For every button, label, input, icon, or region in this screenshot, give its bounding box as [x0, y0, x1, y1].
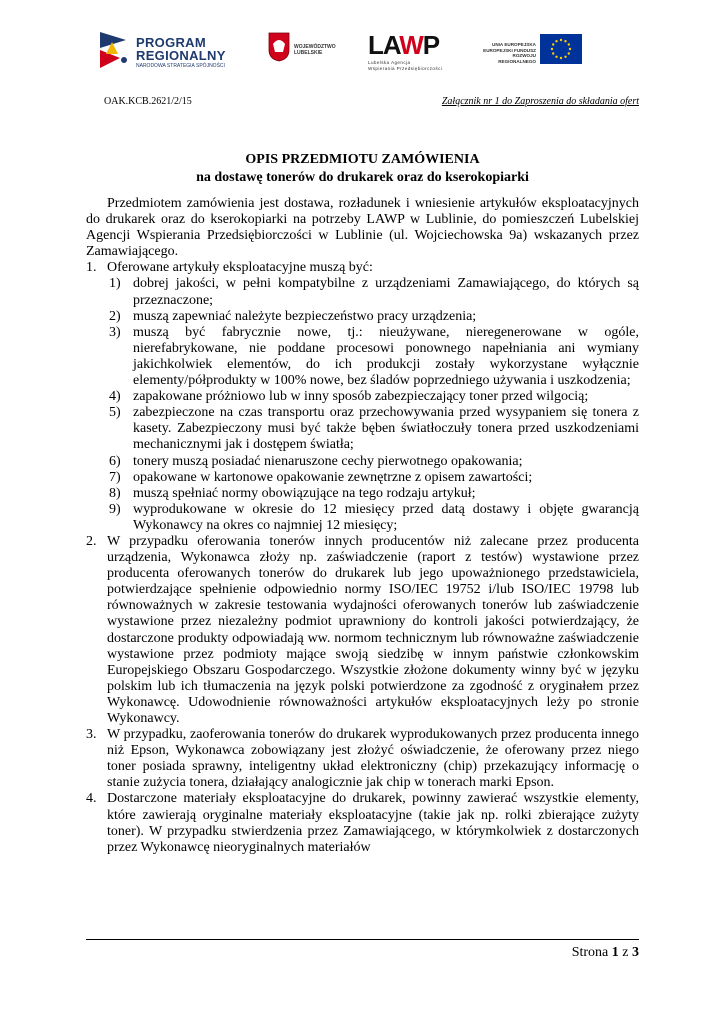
sub-list-item-text: tonery muszą posiadać nienaruszone cechy pierwotnego opakowania; [133, 453, 523, 469]
sub-list [86, 276, 639, 534]
sub-list-item-number: 9) [109, 501, 121, 517]
program-regionalny-logo [96, 28, 246, 78]
list-item-text: W przypadku oferowania tonerów innych producentów niż zalecane przez producenta urządzenia, Wykonawca złoży np. zaświadczenie (raport z testów) wystawione przez producenta oferowanych tonerów do drukarek lub jego upoważnionego przedstawiciela, potwierdzające spełnienie odpowiednio normy ISO/IEC 19752 i/lub ISO/IEC 19798 lub równoważnych w zakresie testowania wydajności oferowanych tonerów lub zaświadczenie wystawione przez niezależny podmiot uprawniony do kontroli jakości potwierdzający, że dostarczone produkty odpowiadają ww. normom technicznym lub równoważne zaświadczenie wystawione przez podmioty mające swoją siedzibę w innym państwie członkowskim Europejskiego Obszaru Gospodarczego. Wszystkie złożone dokumenty winny być w języku polskim lub ich tłumaczenia na język polski potwierdzone za zgodność z oryginałem przez Wykonawcę. Udowodnienie równoważności artykułów eksploatacyjnych leży po stronie Wykonawcy. [107, 533, 639, 726]
woj-line2: LUBELSKIE [294, 50, 323, 56]
sub-list-item-number: 1) [109, 276, 121, 292]
sub-list-item [86, 486, 639, 502]
title-line1: OPIS PRZEDMIOTU ZAMÓWIENIA [245, 152, 480, 167]
reference-number: OAK.KCB.2621/2/15 [104, 96, 192, 107]
list-item [86, 791, 639, 855]
list-item-text: W przypadku, zaoferowania tonerów do drukarek wyprodukowanych przez producenta innego niż Epson, Wykonawca zobowiązany jest złożyć oświadczenie, że oferowany przez niego toner posiada sprawny, inteligentny układ elektroniczny (chip) przekazujący informację o stanie zużycia tonera, działający analogicznie jak chip w tonerach marki Epson. [107, 727, 639, 791]
lawp-wordmark: LAWP [368, 30, 440, 60]
sub-list-item [86, 276, 639, 308]
document-title [86, 151, 639, 187]
eu-flag-icon [540, 34, 582, 64]
sub-list-item [86, 502, 639, 534]
list-item [86, 260, 639, 534]
sub-list-item-text: muszą zapewniać należyte bezpieczeństwo pracy urządzenia; [133, 308, 477, 324]
annex-note: Załącznik nr 1 do Zaproszenia do składania ofert [441, 96, 639, 107]
sub-list-item [86, 389, 639, 405]
list-item-text: Dostarczone materiały eksploatacyjne do drukarek, powinny zawierać wszystkie elementy, które zawierają oryginalne materiały eksploatacyjne (takie jak np. rolki zbierające zużyty toner). W przypadku stwierdzenia przez Zamawiającego, w którymkolwiek z dostarczonych przez Wykonawcę nieoryginalnych materiałów [107, 791, 639, 855]
eu-line1: UNIA EUROPEJSKA [492, 42, 536, 47]
sub-list-item-text: muszą spełniać normy obowiązujące na tego rodzaju artykuł; [133, 485, 476, 501]
sub-list-item-number: 8) [109, 485, 121, 501]
list-item-number: 4. [86, 791, 97, 807]
program-regionalny-emblem-icon [96, 30, 132, 70]
eu-logo [474, 28, 596, 78]
sub-list-item [86, 325, 639, 389]
footer-label: Strona [571, 945, 609, 960]
sub-list-item-number: 5) [109, 405, 121, 421]
sub-list-item [86, 454, 639, 470]
lawp-logo [368, 28, 448, 78]
sub-list-item [86, 470, 639, 486]
lawp-sub2: Wspierania Przedsiębiorczości [368, 65, 443, 71]
footer-sep: z [622, 945, 629, 960]
sub-list-item-text: zabezpieczone na czas transportu oraz przechowywania przed wysypaniem się tonera z kasety. Zabezpieczony musi być także bęben światłoczuły tonera przed uszkodzeniami mechanicznymi jak i dostępem światła; [133, 405, 639, 453]
list-item-number: 2. [86, 533, 97, 549]
sub-list-item-text: opakowane w kartonowe opakowanie zewnętrzne z opisem zawartości; [133, 469, 533, 485]
program-line2: REGIONALNY [136, 48, 226, 63]
program-line3: NARODOWA STRATEGIA SPÓJNOŚCI [136, 63, 225, 69]
sub-list-item-number: 4) [109, 389, 121, 405]
footer-total: 3 [632, 945, 639, 960]
woj-line1: WOJEWÓDZTWO [294, 44, 336, 50]
requirements-list [86, 260, 639, 855]
page-footer [572, 945, 639, 961]
list-item [86, 727, 639, 791]
footer-rule [86, 939, 639, 940]
wojewodztwo-logo [268, 28, 348, 78]
sub-list-item-text: dobrej jakości, w pełni kompatybilne z urządzeniami Zamawiającego, do których są przeznaczone; [133, 276, 639, 308]
list-item-number: 3. [86, 727, 97, 743]
sub-list-item-number: 3) [109, 324, 121, 340]
lawp-sub1: Lubelska Agencja [368, 60, 411, 65]
eu-line2: EUROPEJSKI FUNDUSZ [483, 47, 536, 53]
sub-list-item-number: 7) [109, 469, 121, 485]
sub-list-item [86, 405, 639, 453]
lubelskie-crest-icon [268, 32, 290, 62]
eu-line3: ROZWOJU REGIONALNEGO [498, 53, 536, 64]
document-body [86, 196, 639, 856]
logo-strip [96, 28, 596, 78]
sub-list-item-text: wyprodukowane w okresie do 12 miesięcy przed datą dostawy i objęte gwarancją Wykonawcy na okres co najmniej 12 miesięcy; [133, 501, 639, 533]
sub-list-item-number: 2) [109, 308, 121, 324]
sub-list-item-number: 6) [109, 453, 121, 469]
sub-list-item-text: zapakowane próżniowo lub w inny sposób zabezpieczający toner przed wilgocią; [133, 389, 589, 405]
list-item-number: 1. [86, 260, 97, 276]
title-line2: na dostawę tonerów do drukarek oraz do kserokopiarki [196, 170, 529, 185]
intro-paragraph: Przedmiotem zamówienia jest dostawa, rozładunek i wniesienie artykułów eksploatacyjnych do drukarek oraz do kserokopiarki na potrzeby LAWP w Lublinie, do pomieszczeń Lubelskiej Agencji Wspierania Przedsiębiorczości w Lublinie (ul. Wojciechowska 9a) wskazanych przez Zamawiającego. [86, 196, 639, 260]
sub-list-item [86, 309, 639, 325]
list-item [86, 534, 639, 727]
program-line1: PROGRAM [136, 35, 206, 50]
footer-page: 1 [611, 945, 619, 960]
sub-list-item-text: muszą być fabrycznie nowe, tj.: nieużywane, nieregenerowane w ogóle, nierefabrykowane, nie poddane procesowi ponownego napełniania ani wymiany jakichkolwiek elementów, do ich produkcji zostały wykorzystane wyłącznie elementy/półprodukty w 100% nowe, bez śladów poprzedniego używania i uszkodzenia; [133, 324, 639, 389]
list-item-text: Oferowane artykuły eksploatacyjne muszą być: [107, 260, 373, 276]
